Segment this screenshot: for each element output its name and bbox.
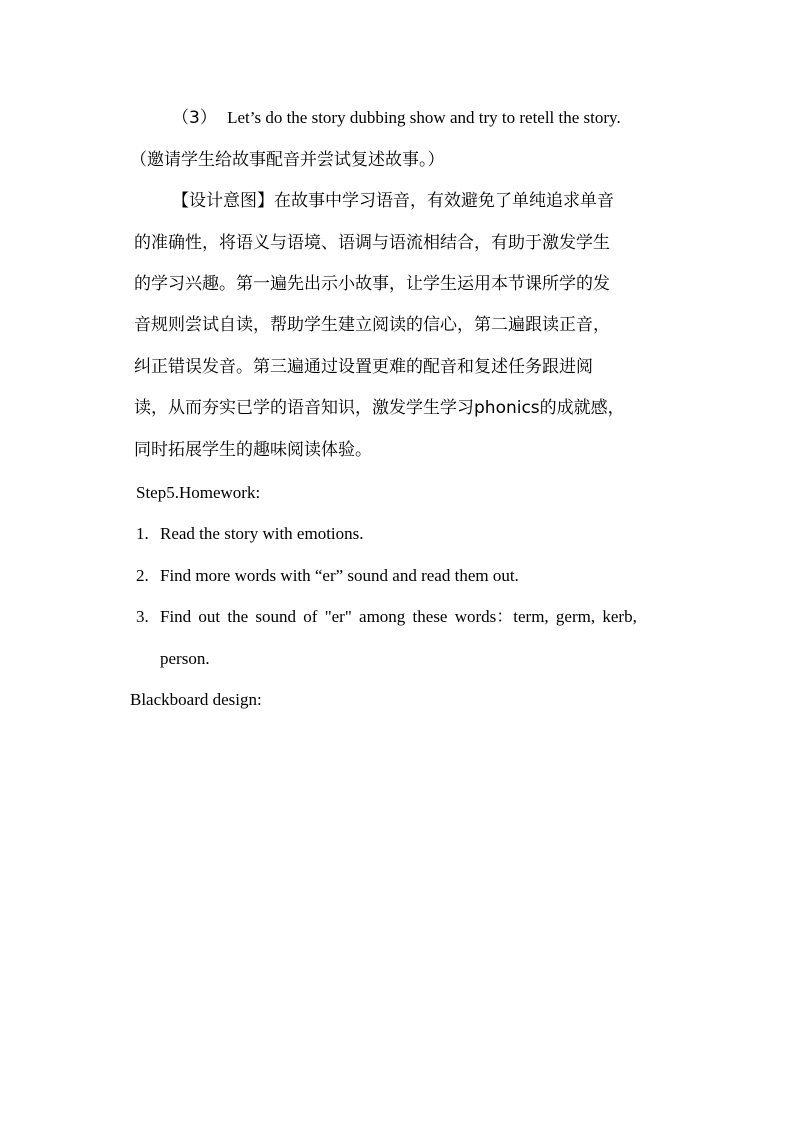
- step3-chinese: （邀请学生给故事配音并尝试复述故事。）: [130, 150, 445, 170]
- design-intent-line-1: 【设计意图】在故事中学习语音，有效避免了单纯追求单音: [172, 191, 614, 211]
- homework-heading: Step5.Homework:: [136, 483, 261, 502]
- homework-item-2-number: 2.: [136, 566, 149, 585]
- design-intent-line-4: 音规则尝试自读，帮助学生建立阅读的信心，第二遍跟读正音，: [134, 315, 610, 335]
- design-intent-line-5: 纠正错误发音。第三遍通过设置更难的配音和复述任务跟进阅: [134, 357, 593, 377]
- homework-item-3-continuation: person.: [160, 649, 210, 668]
- homework-item-1: [136, 523, 364, 545]
- design-intent-line-3: 的学习兴趣。第一遍先出示小故事，让学生运用本节课所学的发: [134, 274, 610, 294]
- homework-item-3: [136, 606, 676, 628]
- homework-item-3-text: Find out the sound of "er" among these words：term, germ, kerb,: [160, 607, 637, 626]
- step3-line: [172, 107, 621, 129]
- blackboard-heading: Blackboard design:: [130, 690, 262, 709]
- step3-text: Let’s do the story dubbing show and try to retell the story.: [227, 108, 621, 127]
- homework-item-3-number: 3.: [136, 607, 149, 626]
- homework-item-2: [136, 565, 519, 587]
- design-intent-line-6: 读，从而夯实已学的语音知识，激发学生学习phonics的成就感，: [134, 398, 625, 418]
- design-intent-line-2: 的准确性，将语义与语境、语调与语流相结合，有助于激发学生: [134, 233, 610, 253]
- homework-item-1-number: 1.: [136, 524, 149, 543]
- step3-prefix: （3）: [172, 108, 217, 128]
- homework-item-1-text: Read the story with emotions.: [160, 524, 364, 543]
- homework-item-2-text: Find more words with “er” sound and read them out.: [160, 566, 519, 585]
- design-intent-line-7: 同时拓展学生的趣味阅读体验。: [134, 440, 372, 460]
